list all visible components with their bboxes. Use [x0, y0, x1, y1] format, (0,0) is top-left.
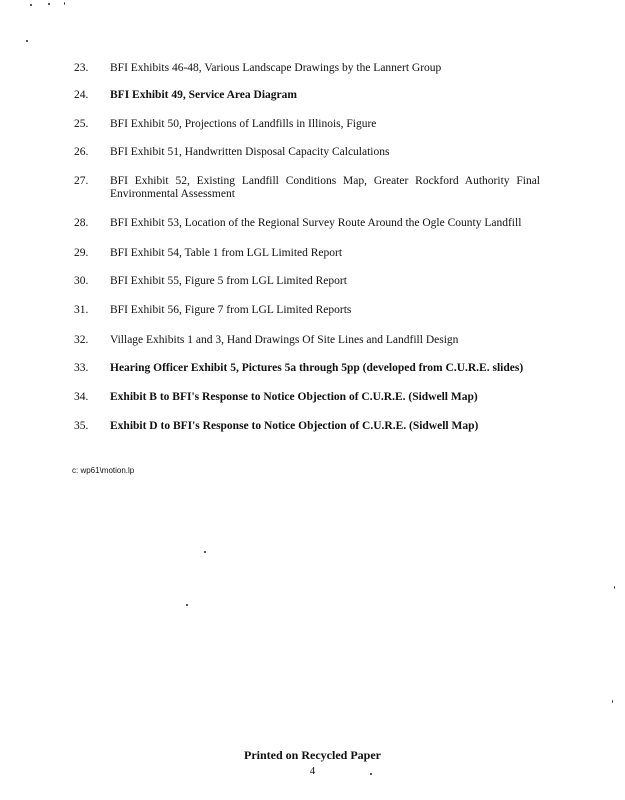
item-text: BFI Exhibit 53, Location of the Regional Survey Route Around the Ogle County Landfill	[110, 217, 522, 229]
item-number: 29.	[74, 247, 89, 259]
scan-speck	[64, 2, 65, 5]
item-number: 34.	[74, 391, 89, 403]
item-text: BFI Exhibit 51, Handwritten Disposal Capacity Calculations	[110, 146, 390, 158]
item-number: 27.	[74, 175, 89, 187]
item-number: 35.	[74, 420, 89, 432]
item-text: Exhibit D to BFI's Response to Notice Objection of C.U.R.E. (Sidwell Map)	[110, 420, 479, 432]
scan-speck	[30, 4, 32, 6]
item-text: Village Exhibits 1 and 3, Hand Drawings Of Site Lines and Landfill Design	[110, 334, 459, 346]
file-reference: c: wp61\motion.lp	[72, 466, 135, 475]
item-text: BFI Exhibit 52, Existing Landfill Conditions Map, Greater Rockford Authority Final Environmental Assessment	[110, 175, 540, 200]
item-number: 23.	[74, 62, 89, 74]
scan-speck	[612, 700, 613, 703]
item-number: 31.	[74, 304, 89, 316]
scan-speck	[186, 604, 188, 606]
item-text: Hearing Officer Exhibit 5, Pictures 5a through 5pp (developed from C.U.R.E. slides)	[110, 362, 524, 374]
scan-speck	[614, 586, 615, 589]
item-text: BFI Exhibit 54, Table 1 from LGL Limited Report	[110, 247, 343, 259]
item-text: Exhibit B to BFI's Response to Notice Objection of C.U.R.E. (Sidwell Map)	[110, 391, 478, 403]
item-text: BFI Exhibit 50, Projections of Landfills in Illinois, Figure	[110, 118, 377, 130]
item-text: BFI Exhibit 56, Figure 7 from LGL Limited Reports	[110, 304, 352, 316]
recycled-paper-note: Printed on Recycled Paper	[244, 748, 381, 762]
item-text: BFI Exhibit 55, Figure 5 from LGL Limited Report	[110, 275, 347, 287]
item-number: 28.	[74, 217, 89, 229]
scan-speck	[370, 773, 372, 775]
item-number: 26.	[74, 146, 89, 158]
scan-speck	[26, 40, 28, 42]
scan-speck	[48, 3, 50, 5]
item-number: 25.	[74, 118, 89, 130]
page-number: 4	[309, 765, 316, 777]
item-number: 30.	[74, 275, 89, 287]
item-text: BFI Exhibit 49, Service Area Diagram	[110, 89, 297, 101]
item-text: BFI Exhibits 46-48, Various Landscape Drawings by the Lannert Group	[110, 62, 442, 74]
item-number: 32.	[74, 334, 89, 346]
item-number: 24.	[74, 89, 89, 101]
item-number: 33.	[74, 362, 89, 374]
scan-speck	[204, 551, 206, 553]
